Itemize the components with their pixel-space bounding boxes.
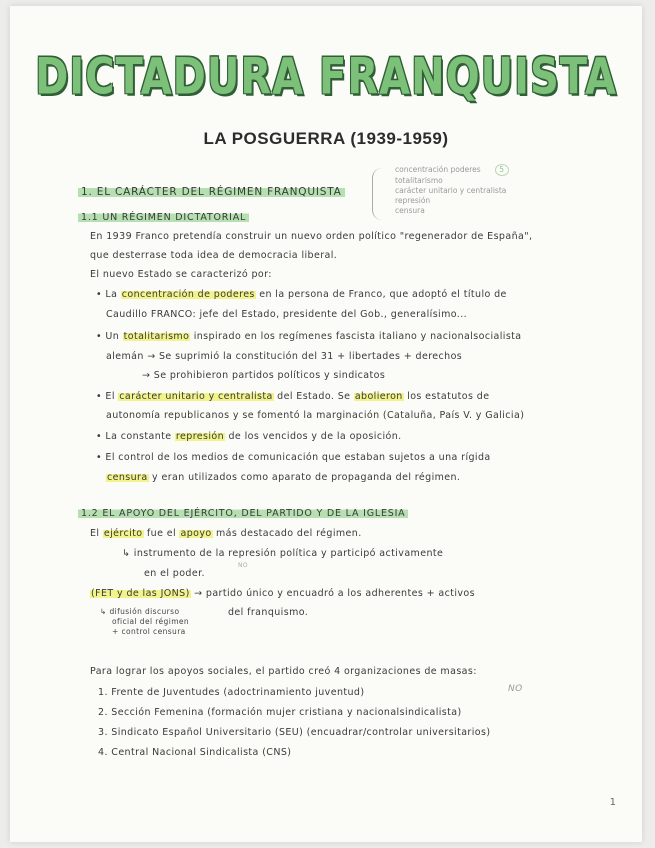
side-list-item: totalitarismo <box>395 176 443 185</box>
text-line: El ejército fue el apoyo más destacado del régimen. <box>90 528 362 539</box>
text-line: En 1939 Franco pretendía construir un nuevo orden político "regenerador de España", <box>90 231 533 242</box>
list-item: 1. Frente de Juventudes (adoctrinamiento juventud) <box>98 687 365 698</box>
margin-note: NO <box>238 562 249 569</box>
page-number: 1 <box>609 797 616 808</box>
text-line: alemán → Se suprimió la constitución del 31 + libertades + derechos <box>106 351 463 362</box>
count-badge: 5 <box>495 164 509 176</box>
text-line: oficial del régimen <box>112 617 190 626</box>
bullet-item: • Un totalitarismo inspirado en los regímenes fascista italiano y nacionalsocialista <box>96 331 522 342</box>
text-line: que desterrase toda idea de democracia liberal. <box>90 250 338 261</box>
bullet-item: • La concentración de poderes en la persona de Franco, que adoptó el título de <box>96 289 507 300</box>
side-list-brace <box>372 168 391 220</box>
text-line: ↳ instrumento de la represión política y participó activamente <box>122 548 444 559</box>
margin-note: NO <box>508 684 523 694</box>
text-line: → Se prohibieron partidos políticos y sindicatos <box>142 370 386 381</box>
side-list-item: carácter unitario y centralista <box>395 186 507 195</box>
list-item: 2. Sección Femenina (formación mujer cristiana y nacionalsindicalista) <box>98 707 462 718</box>
subsection-heading-1-1: 1.1 UN RÉGIMEN DICTATORIAL <box>78 212 249 223</box>
text-line: Caudillo FRANCO: jefe del Estado, presidente del Gob., generalísimo... <box>106 309 468 320</box>
text-line: + control censura <box>112 627 186 636</box>
side-list-item: concentración poderes 5 <box>395 164 509 176</box>
subsection-heading-1-2: 1.2 EL APOYO DEL EJÉRCITO, DEL PARTIDO Y DE LA IGLESIA <box>78 508 408 519</box>
text-line: (FET y de las JONS) → partido único y encuadró a los adherentes + activos <box>91 588 475 599</box>
page-title: DICTADURA FRANQUISTA <box>35 48 617 106</box>
text-line: del franquismo. <box>228 607 309 618</box>
list-item: 3. Sindicato Español Universitario (SEU) (encuadrar/controlar universitarios) <box>98 727 491 738</box>
text-line: ↳ difusión discurso <box>100 607 180 616</box>
list-item: 4. Central Nacional Sindicalista (CNS) <box>98 747 292 758</box>
bullet-item: • El carácter unitario y centralista del Estado. Se abolieron los estatutos de <box>96 391 490 402</box>
text-line: autonomía republicanos y se fomentó la marginación (Cataluña, País V. y Galicia) <box>106 410 525 421</box>
notebook-page <box>10 6 642 842</box>
bullet-item: • El control de los medios de comunicación que estaban sujetos a una rígida <box>96 452 491 463</box>
text-line: censura y eran utilizados como aparato de propaganda del régimen. <box>107 472 461 483</box>
side-list-item: represión <box>395 196 431 205</box>
bullet-item: • La constante represión de los vencidos y de la oposición. <box>96 431 402 442</box>
side-list <box>395 164 509 216</box>
text-line: en el poder. <box>144 568 205 579</box>
side-list-item: censura <box>395 206 425 215</box>
text-line: Para lograr los apoyos sociales, el partido creó 4 organizaciones de masas: <box>90 666 477 677</box>
text-line: El nuevo Estado se caracterizó por: <box>90 269 272 280</box>
section-heading-1: 1. EL CARÁCTER DEL RÉGIMEN FRANQUISTA <box>78 186 345 198</box>
page-subtitle: LA POSGUERRA (1939-1959) <box>203 129 449 148</box>
